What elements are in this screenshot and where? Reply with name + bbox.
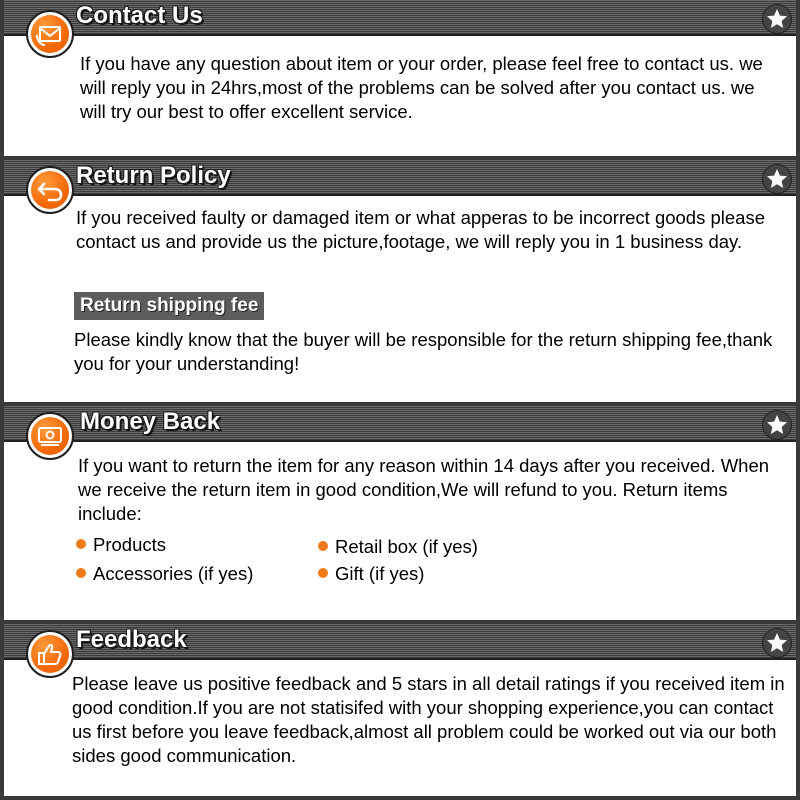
return-shipping-fee-heading: Return shipping fee bbox=[74, 292, 264, 320]
thumbs-up-badge bbox=[26, 630, 74, 678]
contact-text: If you have any question about item or your order, please feel free to contact us. we will reply you in 24hrs,most of the problems can be solved after you contact us. we will try our best to offer excellent service. bbox=[80, 53, 763, 122]
money-back-section bbox=[0, 406, 800, 624]
star-icon bbox=[762, 4, 792, 34]
return-badge bbox=[26, 166, 74, 214]
money-back-title: Money Back bbox=[80, 408, 221, 435]
bullet-dot bbox=[318, 541, 328, 551]
envelope-badge bbox=[26, 10, 74, 58]
return-policy-section bbox=[0, 160, 800, 406]
return-shipping-fee-text: Please kindly know that the buyer will be responsible for the return shipping fee,thank you for your understanding! bbox=[74, 329, 773, 374]
money-icon bbox=[31, 417, 69, 455]
return-arrow-icon bbox=[31, 171, 69, 209]
star-icon bbox=[762, 410, 792, 440]
bullet-dot bbox=[76, 568, 86, 578]
money-back-header bbox=[4, 406, 796, 442]
list-item: Gift (if yes) bbox=[318, 563, 424, 585]
feedback-title: Feedback bbox=[76, 626, 187, 653]
feedback-text: Please leave us positive feedback and 5 stars in all detail ratings if you received item in good condition.If you are not statisifed with your shopping experience,you can contact us first before you leave feedback,almost all problem could be worked out via our both sides good communication. bbox=[72, 673, 785, 766]
return-policy-title: Return Policy bbox=[76, 162, 231, 189]
return-policy-header bbox=[4, 160, 796, 196]
star-icon bbox=[762, 628, 792, 658]
star-icon bbox=[762, 164, 792, 194]
feedback-section bbox=[0, 624, 800, 800]
contact-section bbox=[0, 0, 800, 160]
contact-title: Contact Us bbox=[76, 2, 203, 29]
list-item: Products bbox=[76, 534, 166, 556]
money-badge bbox=[26, 412, 74, 460]
envelope-icon bbox=[31, 15, 69, 53]
bullet-dot bbox=[76, 539, 86, 549]
money-back-text: If you want to return the item for any reason within 14 days after you received. When we receive the return item in good condition,We will refund to you. Return items include: bbox=[78, 455, 770, 524]
list-item: Accessories (if yes) bbox=[76, 563, 253, 585]
thumbs-up-icon bbox=[31, 635, 69, 673]
contact-header bbox=[4, 0, 796, 36]
return-policy-text: If you received faulty or damaged item or what apperas to be incorrect goods please contact us and provide us the picture,footage, we will reply you in 1 business day. bbox=[76, 207, 765, 252]
bullet-dot bbox=[318, 568, 328, 578]
feedback-header bbox=[4, 624, 796, 660]
list-item: Retail box (if yes) bbox=[318, 536, 478, 558]
